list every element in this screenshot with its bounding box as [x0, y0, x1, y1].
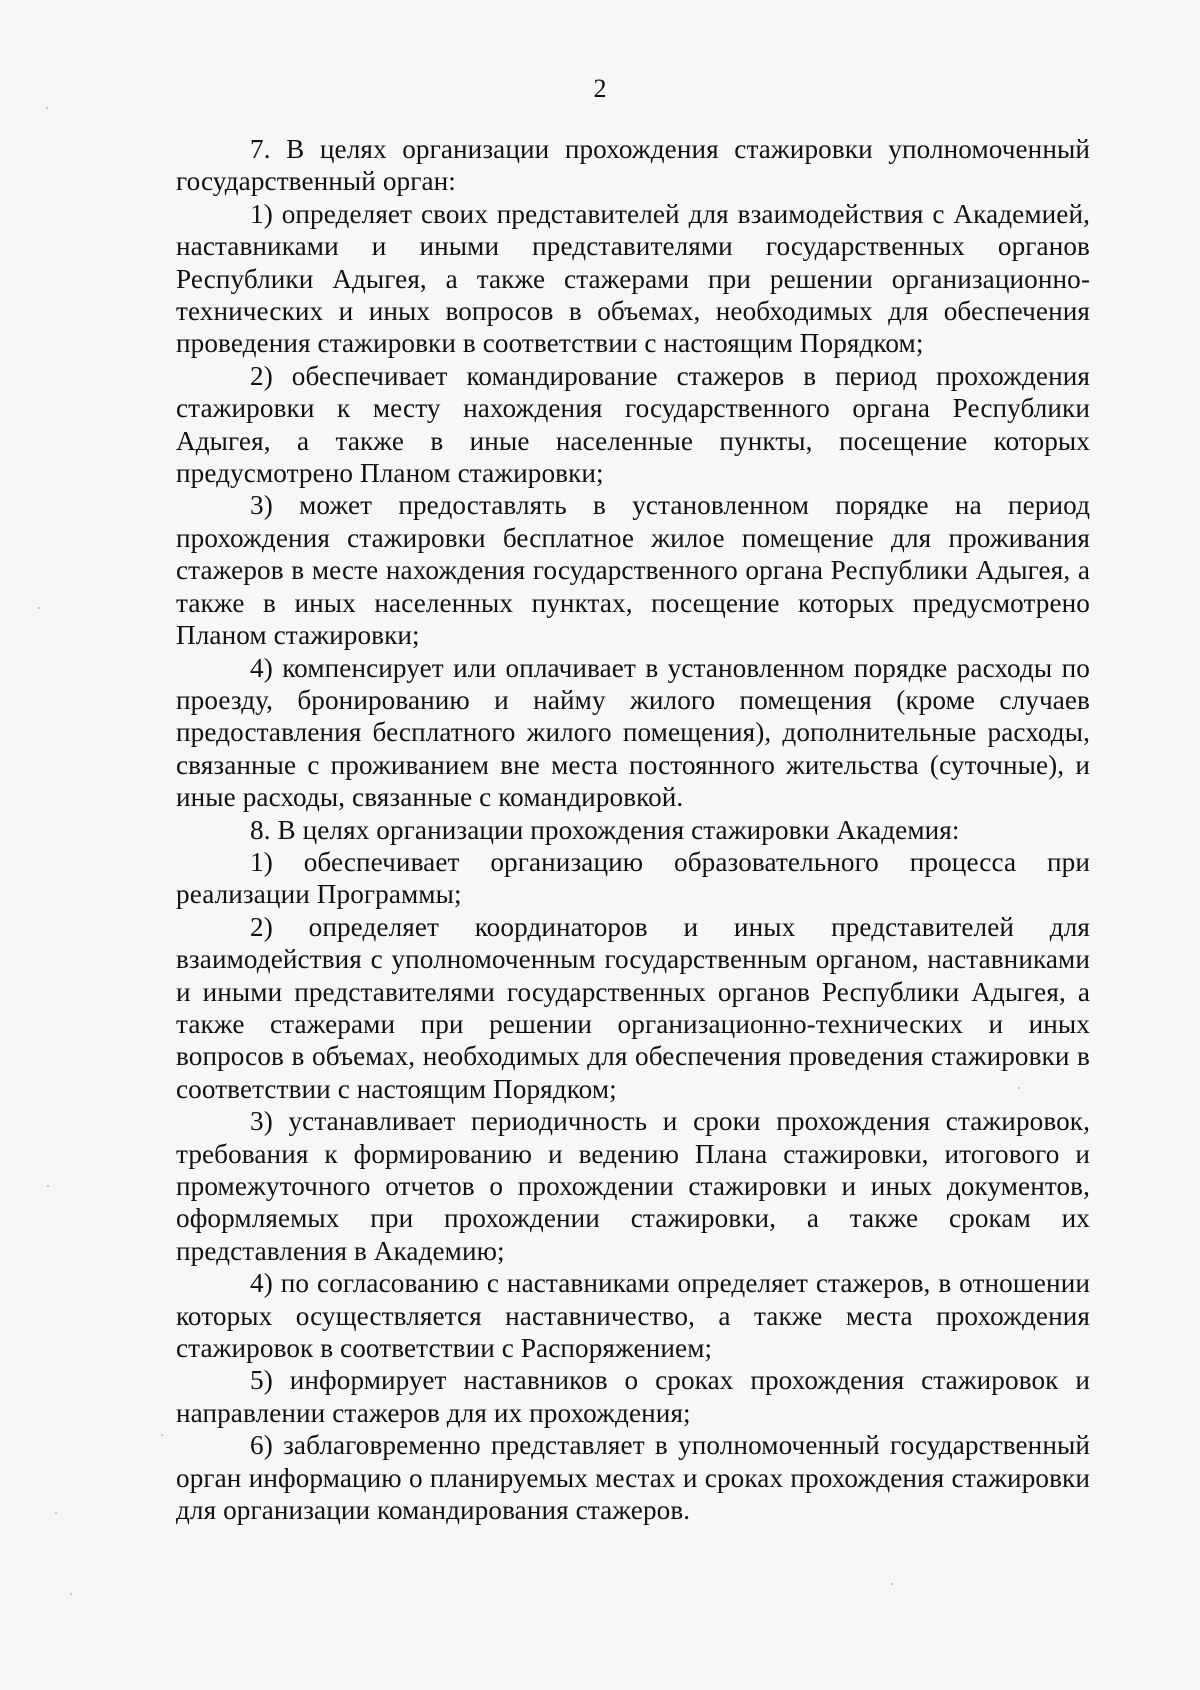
paragraph-7-item-4: 4) компенсирует или оплачивает в установленном порядке расходы по проезду, бронированию и найму жилого помещения (кроме случаев предоставления бесплатного жилого помещения), дополнительные расходы, связанные с проживанием вне места постоянного жительства (суточные), и иные расходы, связанные с командировкой.	[176, 652, 1090, 813]
paragraph-7-intro: 7. В целях организации прохождения стажировки уполномоченный государственный орган:	[176, 134, 1090, 197]
scan-speck	[161, 1434, 163, 1436]
scan-speck	[38, 607, 40, 609]
paragraph-7-item-1: 1) определяет своих представителей для взаимодействия с Академией, наставниками и иными представителями государственных органов Республики Адыгея, а также стажерами при решении организационно-технических и иных вопросов в объемах, необходимых для обеспечения проведения стажировки в соответствии с настоящим Порядком;	[176, 198, 1090, 359]
paragraph-8-item-1: 1) обеспечивает организацию образовательного процесса при реализации Программы;	[176, 846, 1090, 910]
document-body	[176, 133, 1090, 1526]
paragraph-8-item-3: 3) устанавливает периодичность и сроки прохождения стажировок, требования к формированию и ведению Плана стажировки, итогового и промежуточного отчетов о прохождении стажировки и иных документов, оформляемых при прохождении стажировки, а также срокам их представления в Академию;	[176, 1106, 1090, 1266]
paragraph-8-item-5: 5) информирует наставников о сроках прохождения стажировок и направлении стажеров для их прохождения;	[176, 1365, 1090, 1428]
scan-speck	[70, 1593, 72, 1595]
paragraph-8-item-6: 6) заблаговременно представляет в уполномоченный государственный орган информацию о планируемых местах и сроках прохождения стажировки для организации командирования стажеров.	[176, 1430, 1090, 1526]
scan-speck	[1018, 1087, 1020, 1089]
scan-speck	[47, 1185, 49, 1187]
paragraph-8-item-2: 2) определяет координаторов и иных представителей для взаимодействия с уполномоченным государственным органом, наставниками и иными представителями государственных органов Республики Адыгея, а также стажерами при решении организационно-технических и иных вопросов в объемах, необходимых для обеспечения проведения стажировки в соответствии с настоящим Порядком;	[176, 911, 1090, 1104]
paragraph-8-item-4: 4) по согласованию с наставниками определяет стажеров, в отношении которых осуществляется наставничество, а также места прохождения стажировок в соответствии с Распоряжением;	[176, 1268, 1090, 1364]
paragraph-8-intro: 8. В целях организации прохождения стажировки Академия:	[250, 814, 960, 845]
page-number: 2	[593, 74, 607, 103]
scan-speck	[55, 1512, 57, 1514]
scan-speck	[46, 107, 48, 109]
paragraph-7-item-3: 3) может предоставлять в установленном порядке на период прохождения стажировки бесплатное жилое помещение для проживания стажеров в месте нахождения государственного органа Республики Адыгея, а также в иных населенных пунктах, посещение которых предусмотрено Планом стажировки;	[176, 490, 1090, 651]
paragraph-7-item-2: 2) обеспечивает командирование стажеров в период прохождения стажировки к месту нахождения государственного органа Республики Адыгея, а также в иные населенные пункты, посещение которых предусмотрено Планом стажировки;	[176, 360, 1090, 489]
scan-speck	[891, 1583, 893, 1585]
